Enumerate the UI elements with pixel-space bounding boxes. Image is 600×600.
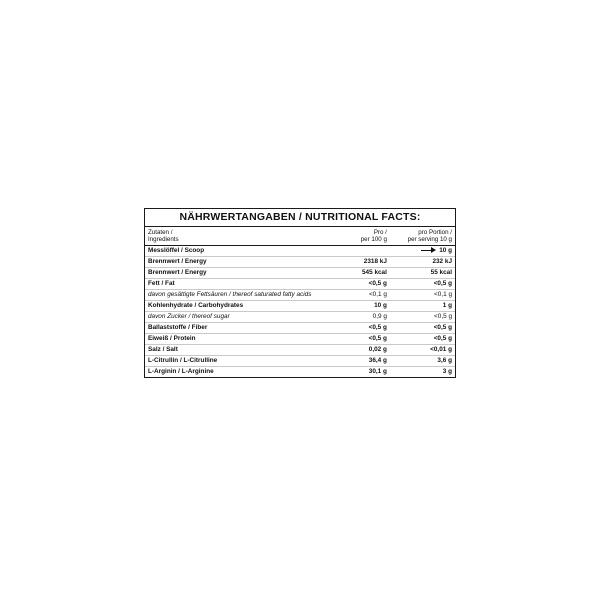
row-per-100g: 2318 kJ [325, 257, 390, 268]
scoop-value-cell [390, 246, 455, 257]
row-per-serving: <0,5 g [390, 312, 455, 323]
scoop-per-100g [325, 246, 390, 257]
table-row [145, 301, 455, 312]
row-per-serving: 1 g [390, 301, 455, 312]
row-label: Eiweiß / Protein [145, 334, 325, 345]
column-header-ingredients-line2: Ingredients [148, 236, 179, 243]
table-row [145, 367, 455, 378]
column-header-ingredients-line1: Zutaten / [148, 228, 173, 236]
arrow-right-icon [421, 247, 437, 253]
column-header-per-100g-line2: per 100 g [360, 236, 387, 243]
nutrition-table [145, 226, 455, 377]
row-per-100g: 30,1 g [368, 368, 387, 375]
table-row [145, 279, 455, 290]
column-header-per-serving-line1: pro Portion / [418, 228, 452, 236]
row-per-serving: <0,1 g [390, 290, 455, 301]
table-row [145, 257, 455, 268]
table-row [145, 290, 455, 301]
row-per-100g: <0,5 g [325, 323, 390, 334]
row-per-100g: 545 kcal [325, 268, 390, 279]
column-header-per-serving [390, 227, 455, 246]
nutrition-facts-panel [144, 208, 456, 378]
page-title: NÄHRWERTANGABEN / NUTRITIONAL FACTS: [179, 211, 421, 223]
column-header-per-100g [325, 227, 390, 246]
row-label: davon Zucker / thereof sugar [145, 312, 325, 323]
row-label: L-Citrullin / L-Citrulline [145, 356, 325, 367]
row-label: Brennwert / Energy [145, 268, 325, 279]
table-row [145, 356, 455, 367]
scoop-value: 10 g [439, 247, 452, 254]
table-row [145, 323, 455, 334]
row-per-serving: <0,01 g [390, 345, 455, 356]
table-row [145, 334, 455, 345]
table-header-row [145, 227, 455, 246]
column-header-per-100g-line1: Pro / [373, 228, 387, 236]
row-per-serving: <0,5 g [390, 279, 455, 290]
row-label: Brennwert / Energy [145, 257, 325, 268]
row-per-100g: 0,9 g [325, 312, 390, 323]
nutrition-table-body [145, 227, 455, 378]
row-per-100g: <0,5 g [325, 334, 390, 345]
row-per-serving: 3,6 g [390, 356, 455, 367]
row-label: Kohlenhydrate / Carbohydrates [145, 301, 325, 312]
table-row [145, 268, 455, 279]
column-header-per-serving-line2: per serving 10 g [407, 236, 452, 243]
row-per-100g: <0,1 g [325, 290, 390, 301]
row-label: Salz / Salt [145, 345, 325, 356]
scoop-label: Messlöffel / Scoop [145, 246, 325, 257]
row-label: Fett / Fat [145, 279, 325, 290]
row-per-serving: <0,5 g [390, 323, 455, 334]
row-per-serving: <0,5 g [390, 334, 455, 345]
table-row-scoop [145, 246, 455, 257]
row-label: Ballaststoffe / Fiber [145, 323, 325, 334]
row-per-100g: 10 g [325, 301, 390, 312]
row-per-serving: 55 kcal [390, 268, 455, 279]
row-per-serving: 3 g [442, 368, 452, 375]
row-per-100g: 36,4 g [325, 356, 390, 367]
column-header-ingredients [145, 227, 325, 246]
table-row [145, 312, 455, 323]
row-per-serving: 232 kJ [390, 257, 455, 268]
row-label: L-Arginin / L-Arginine [148, 368, 214, 375]
row-per-100g: 0,02 g [325, 345, 390, 356]
row-per-100g: <0,5 g [325, 279, 390, 290]
table-row [145, 345, 455, 356]
row-label: davon gesättigte Fettsäuren / thereof saturated fatty acids [145, 290, 325, 301]
